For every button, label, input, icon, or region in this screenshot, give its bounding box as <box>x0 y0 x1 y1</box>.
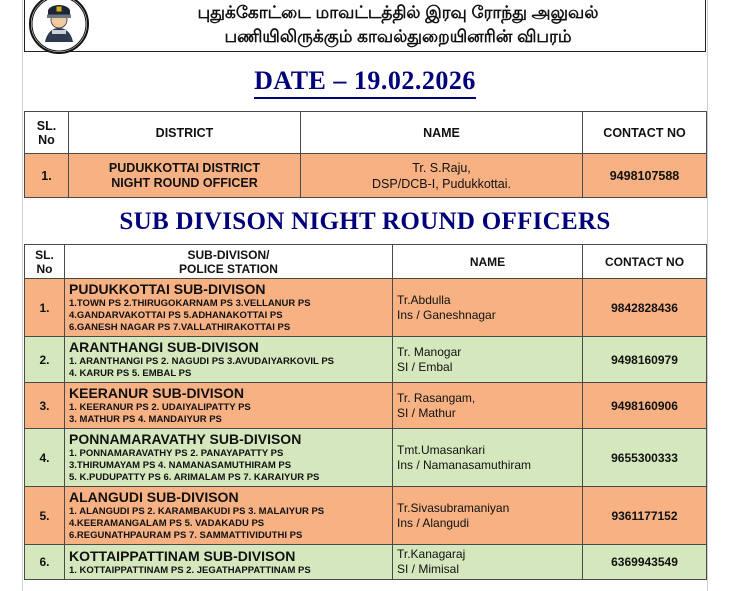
cell-contact-no: 6369943549 <box>583 545 707 580</box>
police-station-line: 1. ALANGUDI PS 2. KARAMBAKUDI PS 3. MALAIYUR PS <box>69 506 325 517</box>
cell-subdivision <box>65 487 393 545</box>
officer-name: Tr. Manogar <box>397 344 462 359</box>
police-badge-icon <box>29 0 89 54</box>
cell-subdivision <box>65 429 393 487</box>
header-sl-line1: SL. <box>35 247 54 262</box>
police-station-list <box>69 448 388 484</box>
cell-contact-no: 9498160906 <box>583 383 707 429</box>
officer-name-line1: Tr. S.Raju, <box>412 160 471 175</box>
header-subdivision-line1: SUB-DIVISON/ <box>187 247 270 262</box>
header-subdivision-line2: POLICE STATION <box>179 261 278 276</box>
cell-subdivision <box>65 279 393 337</box>
document-content <box>24 0 706 591</box>
header-contact-no: CONTACT NO <box>583 112 707 154</box>
cell-subdivision <box>65 545 393 580</box>
police-station-line: 4. KARUR PS 5. EMBAL PS <box>69 368 192 379</box>
police-station-list <box>69 402 388 426</box>
table-row <box>25 545 707 580</box>
police-station-line: 4.GANDARVAKOTTAI PS 5.ADHANAKOTTAI PS <box>69 310 283 321</box>
officer-name: Tr.Kanagaraj <box>397 547 466 561</box>
police-station-line: 6.GANESH NAGAR PS 7.VALLATHIRAKOTTAI PS <box>69 322 291 333</box>
cell-district <box>69 154 301 198</box>
police-station-line: 4.KEERAMANGALAM PS 5. VADAKADU PS <box>69 518 265 529</box>
subdivision-title: ALANGUDI SUB-DIVISON <box>69 489 239 505</box>
header-sl-line2: No <box>36 261 53 276</box>
cell-contact-no: 9655300333 <box>583 429 707 487</box>
cell-subdivision <box>65 383 393 429</box>
subdivision-title: ARANTHANGI SUB-DIVISON <box>69 339 259 355</box>
officer-rank: Ins / Ganeshnagar <box>397 307 496 322</box>
cell-officer <box>393 429 583 487</box>
police-station-line: 5. K.PUDUPATTY PS 6. ARIMALAM PS 7. KARAIYUR PS <box>69 472 320 483</box>
police-station-line: 1. KEERANUR PS 2. UDAIYALIPATTY PS <box>69 402 251 413</box>
cell-contact-no: 9361177152 <box>583 487 707 545</box>
police-station-line: 1. PONNAMARAVATHY PS 2. PANAYAPATTY PS <box>69 448 284 459</box>
officer-rank: SI / Mathur <box>397 405 456 420</box>
header-sl-no <box>25 245 65 279</box>
officer-name-line2: DSP/DCB-I, Pudukkottai. <box>372 176 511 191</box>
left-border-strip <box>0 0 23 591</box>
officer-rank: Ins / Alangudi <box>397 515 470 530</box>
police-station-list <box>69 356 388 380</box>
officer-rank: Ins / Namanasamuthiram <box>397 457 532 472</box>
police-station-line: 6.REGUNATHPAURAM PS 7. SAMMATTIVIDUTHI PS <box>69 530 303 541</box>
header-title-line1: புதுக்கோட்டை மாவட்டத்தில் இரவு ரோந்து அலுவல் <box>197 3 599 22</box>
officer-name: Tr.Abdulla <box>397 292 451 307</box>
police-station-line: 1.TOWN PS 2.THIRUGOKARNAM PS 3.VELLANUR PS <box>69 298 311 309</box>
subdivision-title: PUDUKKOTTAI SUB-DIVISON <box>69 281 266 297</box>
officer-name: Tr.Sivasubramaniyan <box>397 500 510 515</box>
cell-officer <box>393 279 583 337</box>
section-title: SUB DIVISON NIGHT ROUND OFFICERS <box>119 208 611 235</box>
table-row <box>25 487 707 545</box>
header-banner <box>24 0 706 52</box>
table-header-row <box>25 245 707 279</box>
subdivision-officer-table <box>24 244 707 580</box>
cell-officer <box>393 545 583 580</box>
header-subdivision <box>65 245 393 279</box>
officer-rank: SI / Embal <box>397 359 453 374</box>
subdivision-title: KEERANUR SUB-DIVISON <box>69 385 245 401</box>
table-row <box>25 429 707 487</box>
officer-name: Tmt.Umasankari <box>397 442 486 457</box>
cell-sl-no: 4. <box>25 429 65 487</box>
police-station-list <box>69 298 388 334</box>
cell-sl-no: 6. <box>25 545 65 580</box>
table-row <box>25 383 707 429</box>
header-name: NAME <box>301 112 583 154</box>
cell-contact-no: 9498107588 <box>583 154 707 198</box>
header-sl-line2: No <box>38 132 55 147</box>
district-line1: PUDUKKOTTAI DISTRICT <box>108 160 261 175</box>
cell-officer <box>393 337 583 383</box>
subdivision-title: PONNAMARAVATHY SUB-DIVISON <box>69 431 302 447</box>
cell-contact-no: 9498160979 <box>583 337 707 383</box>
cell-officer <box>393 383 583 429</box>
cell-officer <box>393 487 583 545</box>
cell-contact-no: 9842828436 <box>583 279 707 337</box>
subdivision-table-body <box>25 279 707 580</box>
table-row <box>25 279 707 337</box>
header-contact-no: CONTACT NO <box>583 245 707 279</box>
cell-sl-no: 1. <box>25 279 65 337</box>
date-heading: DATE – 19.02.2026 <box>254 66 476 99</box>
cell-sl-no: 2. <box>25 337 65 383</box>
district-line2: NIGHT ROUND OFFICER <box>111 175 258 190</box>
header-sl-line1: SL. <box>36 118 57 133</box>
police-station-list <box>69 506 388 542</box>
header-title <box>91 0 705 49</box>
police-station-line: 1. ARANTHANGI PS 2. NAGUDI PS 3.AVUDAIYARKOVIL PS <box>69 356 334 367</box>
police-station-line: 3.THIRUMAYAM PS 4. NAMANASAMUTHIRAM PS <box>69 460 292 471</box>
officer-rank: SI / Mimisal <box>397 562 460 576</box>
right-border-strip <box>707 0 730 591</box>
cell-subdivision <box>65 337 393 383</box>
subdivision-title: KOTTAIPPATTINAM SUB-DIVISON <box>69 547 296 564</box>
table-header-row <box>25 112 707 154</box>
table-row <box>25 154 707 198</box>
cell-sl-no: 5. <box>25 487 65 545</box>
cell-sl-no: 1. <box>25 154 69 198</box>
header-name: NAME <box>393 245 583 279</box>
header-title-line2: பணியிலிருக்கும் காவல்துறையினரின் விபரம் <box>224 27 572 46</box>
date-heading-wrap <box>24 52 706 111</box>
police-station-line: 1. KOTTAIPPATTINAM PS 2. JEGATHAPPATTINAM PS <box>69 564 311 576</box>
district-officer-table <box>24 111 707 198</box>
header-district: DISTRICT <box>69 112 301 154</box>
cell-officer-name <box>301 154 583 198</box>
police-station-list <box>69 565 388 577</box>
police-station-line: 3. MATHUR PS 4. MANDAIYUR PS <box>69 414 222 425</box>
table-row <box>25 337 707 383</box>
officer-name: Tr. Rasangam, <box>397 390 476 405</box>
cell-sl-no: 3. <box>25 383 65 429</box>
header-sl-no <box>25 112 69 154</box>
